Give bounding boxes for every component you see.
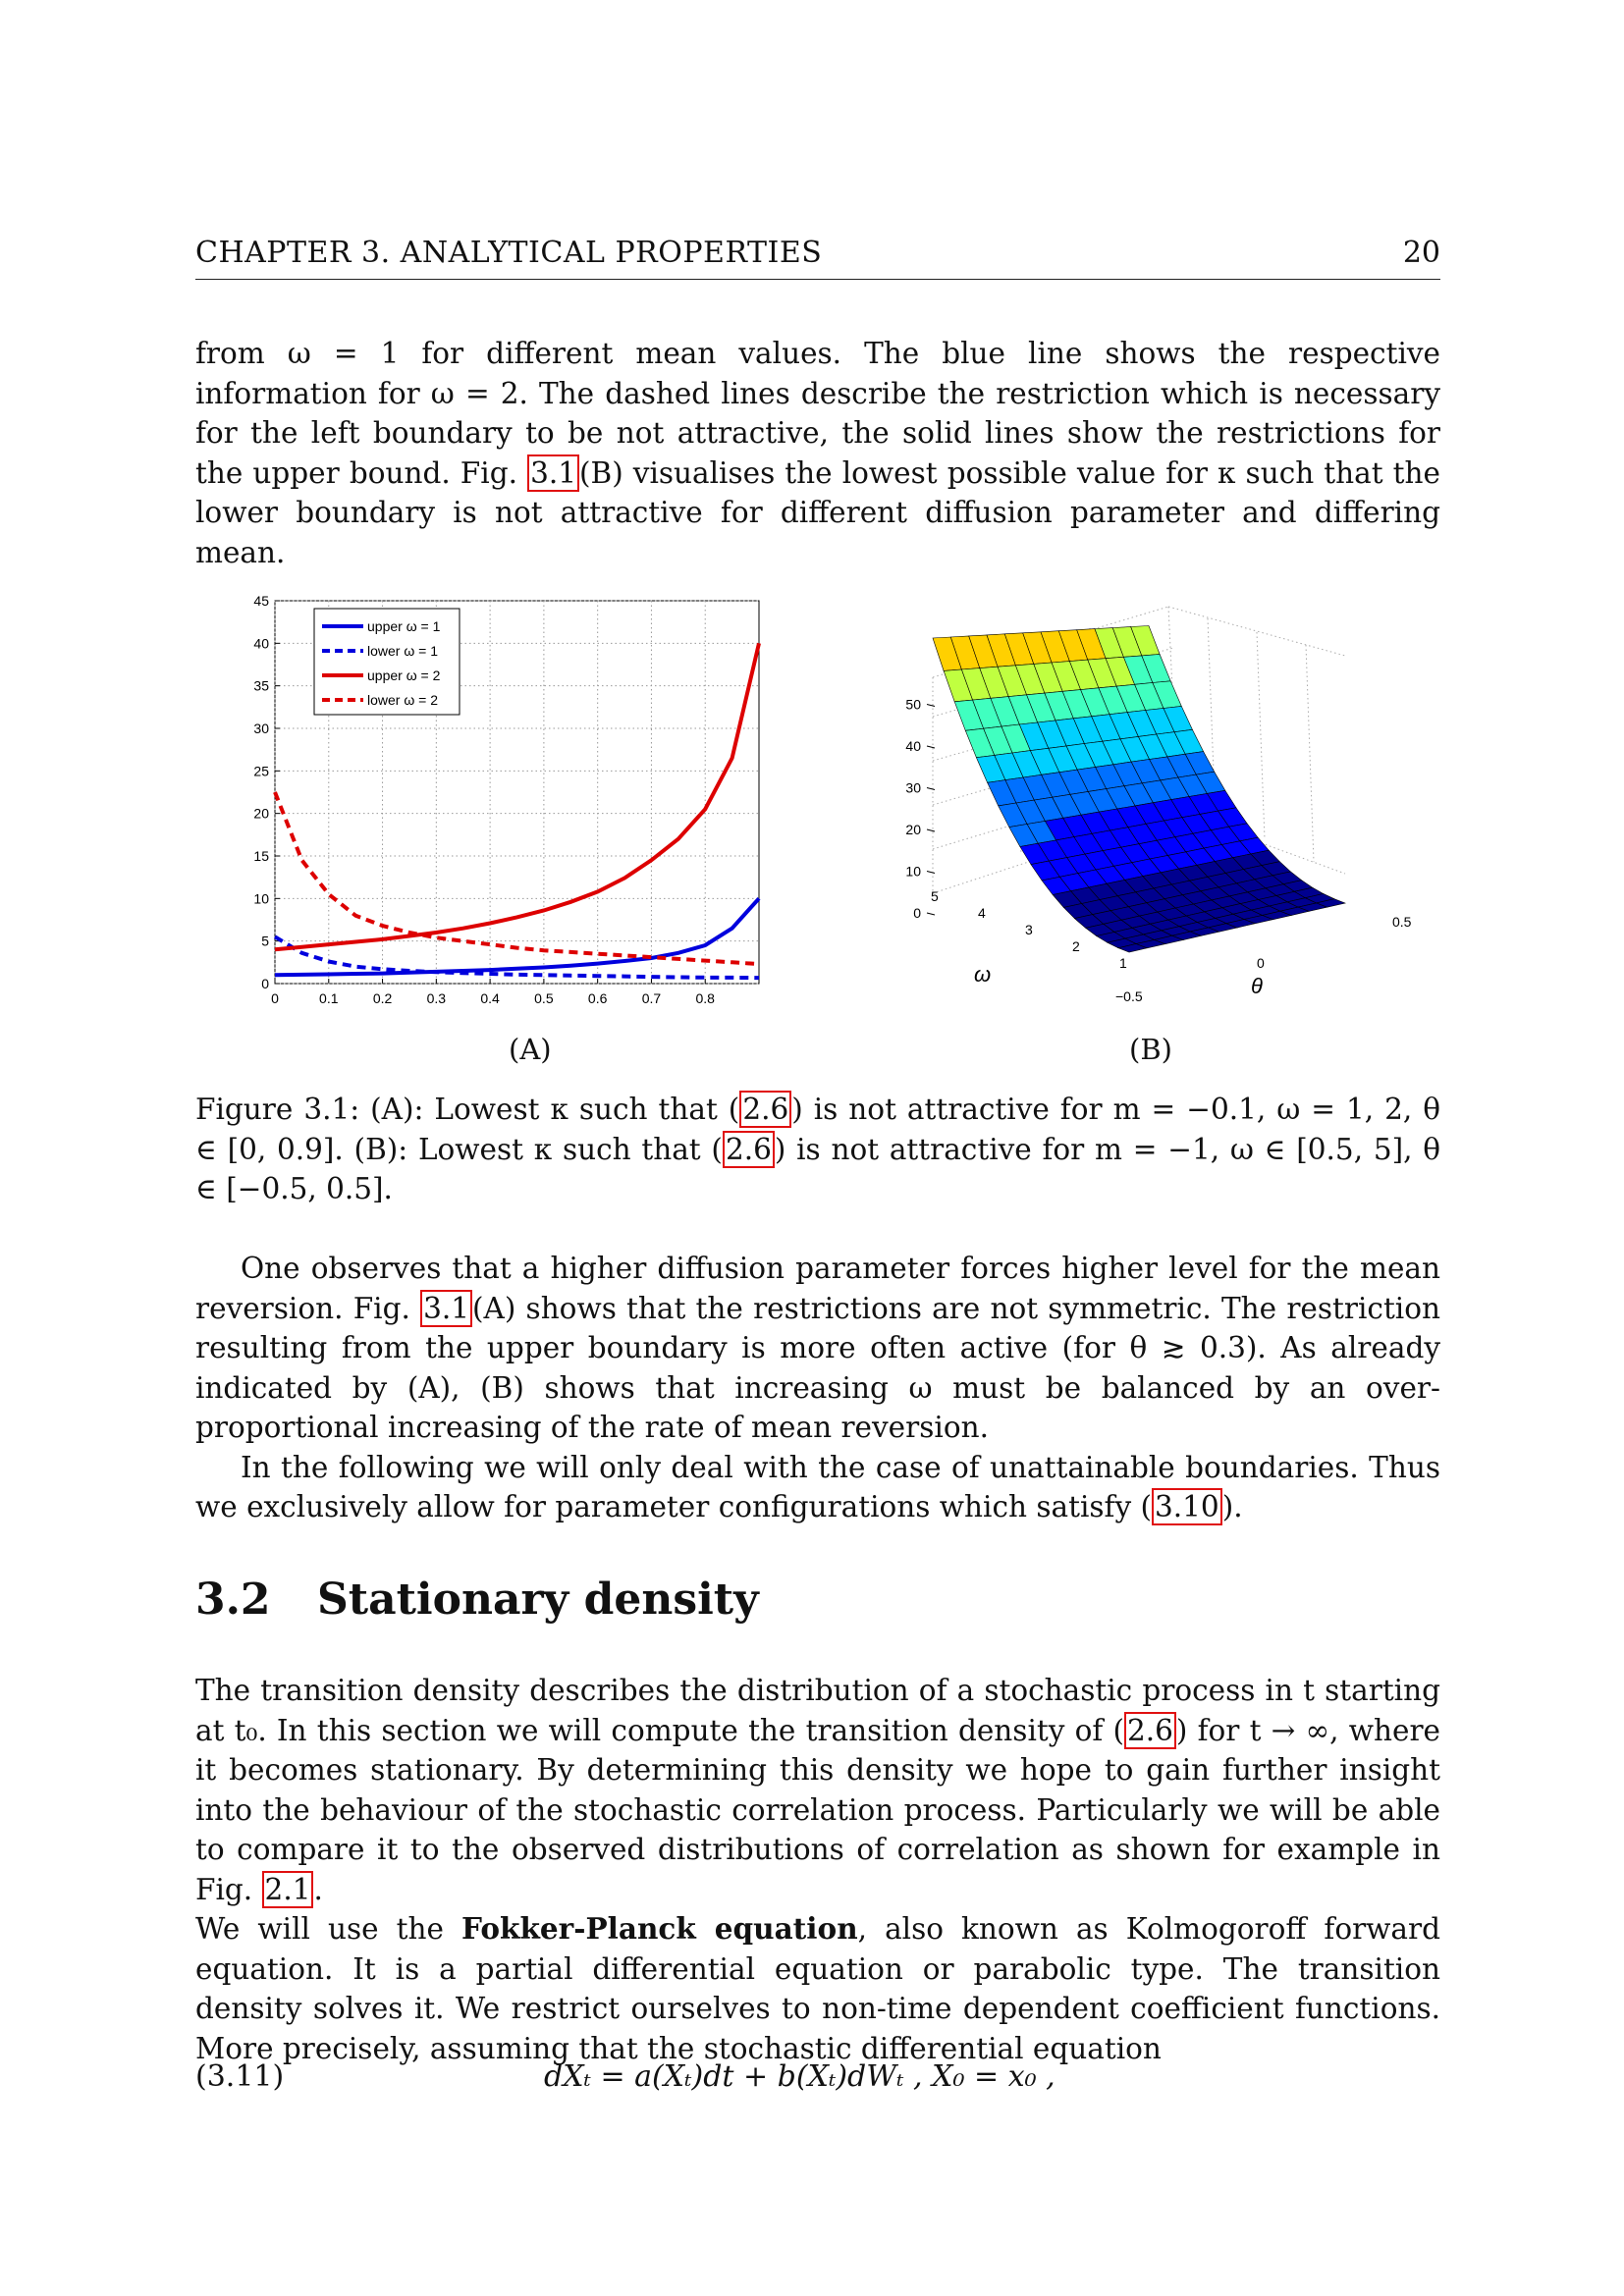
legend-entry: lower ω = 2 [367, 692, 439, 708]
z-tick [927, 913, 935, 915]
para5-text-2: , also known as Kolmogoroff forward equation. It is a partial differential equation or parabolic type. The transition density solves it. We restrict ourselves to non-time dependent coefficient functions. More precisely, assuming that the stochastic differential equation [195, 1912, 1441, 2065]
figure-a-label: (A) [509, 1033, 552, 1066]
y-tick-label: 35 [253, 677, 269, 694]
para2-text-1: One observes that a higher diffusion parameter forces higher level for the mean reversion. Fig. [195, 1252, 1440, 1325]
section-heading [195, 1575, 759, 1625]
paragraph-observation [195, 1249, 1440, 1448]
y-tick-label: 30 [253, 721, 269, 736]
chapter-title: CHAPTER 3. ANALYTICAL PROPERTIES [195, 236, 823, 270]
fokker-planck-term: Fokker-Planck equation [461, 1911, 858, 1946]
paragraph-unattainable [195, 1448, 1440, 1527]
para4-text-3: . [313, 1872, 323, 1906]
paragraph-transition-density [195, 1671, 1440, 1909]
para2-text-2: (A) shows that the restrictions are not symmetric. The restriction resulting from the upper boundary is more often active (for θ ≳ 0.3). As already indicated by (A), (B) shows that increasing ω must be balanced by an over-proportional increasing of the rate of mean reversion. [195, 1291, 1440, 1444]
z-tick-label: 20 [905, 822, 921, 837]
x-tick-label: 0.1 [319, 990, 339, 1006]
theta-tick-label: 0.5 [1392, 914, 1412, 930]
omega-tick-label: 3 [1025, 922, 1033, 937]
figure-b-surface [854, 589, 1434, 1021]
figure-b-label: (B) [1129, 1033, 1172, 1066]
omega-tick-label: 1 [1119, 955, 1127, 971]
section-number: 3.2 [195, 1575, 271, 1625]
section-paragraphs [195, 1671, 1440, 2068]
y-tick-label: 10 [253, 890, 269, 907]
equation-ref-link[interactable]: 3.10 [1152, 1488, 1222, 1525]
x-tick-label: 0.6 [587, 990, 608, 1006]
theta-tick-label: 0 [1257, 955, 1265, 971]
z-tick-label: 30 [905, 779, 921, 796]
z-tick-label: 40 [905, 738, 921, 754]
chart-b-plot-group [905, 607, 1411, 1004]
legend-entry: upper ω = 2 [367, 667, 441, 683]
figure-ref-link[interactable]: 3.1 [420, 1290, 472, 1327]
theta-axis-label: θ [1251, 974, 1263, 998]
para3-text-1: In the following we will only deal with the case of unattainable boundaries. Thus we exclusively allow for parameter configurations which satisfy ( [195, 1450, 1440, 1523]
surface-gridline [1168, 607, 1345, 656]
para4-text-2: ) for t → ∞, where it becomes stationary. By determining this density we hope to gain further insight into the behaviour of the stochastic correlation process. Particularly we will be able to compare it to the observed distributions of correlation as shown for example in Fig. [195, 1713, 1441, 1906]
intro-paragraph [195, 334, 1440, 572]
z-tick [927, 788, 935, 790]
equation-ref-link[interactable]: 2.6 [723, 1131, 775, 1168]
z-tick-label: 10 [905, 863, 921, 880]
x-tick-label: 0.7 [641, 990, 662, 1006]
para4-text-1: The transition density describes the distribution of a stochastic process in t starting at t₀. In this section we will compute the transition density of ( [195, 1674, 1440, 1747]
z-tick-label: 0 [913, 905, 921, 921]
x-tick-label: 0.3 [426, 990, 447, 1006]
para5-text-1: We will use the [195, 1912, 461, 1946]
legend-entry: lower ω = 1 [367, 643, 439, 659]
y-tick-label: 15 [253, 848, 269, 864]
y-tick-label: 25 [253, 763, 269, 779]
intro-text-1: from ω = 1 for different mean values. The blue line shows the respective information for ω = 2. The dashed lines describe the restriction which is necessary for the left boundary to be not attractive, the solid lines show the restrictions for the upper bound. Fig. [195, 337, 1440, 490]
x-tick-label: 0.8 [695, 990, 715, 1006]
z-tick [927, 872, 935, 874]
equation-ref-link[interactable]: 2.6 [739, 1091, 791, 1128]
y-tick-label: 40 [253, 635, 269, 652]
figure-caption [195, 1090, 1440, 1209]
z-tick [927, 705, 935, 707]
equation-body: dXₜ = a(Xₜ)dt + b(Xₜ)dWₜ , X₀ = x₀ , [544, 2059, 1056, 2094]
y-tick-label: 45 [253, 593, 269, 609]
surface-gridline [1257, 632, 1265, 839]
x-tick-label: 0.4 [480, 990, 500, 1006]
running-header [195, 236, 1440, 280]
y-tick-label: 20 [253, 805, 269, 822]
figure-ref-link[interactable]: 3.1 [527, 454, 579, 492]
caption-text-2: ) is not attractive for m = −0.1, ω = 1, 2, θ ∈ [0, 0.9]. (B): Lowest κ such that ( [195, 1093, 1441, 1166]
surface-gridline [1306, 645, 1314, 862]
theta-tick-label: −0.5 [1115, 988, 1143, 1004]
para3-text-2: ). [1221, 1490, 1243, 1523]
body-paragraphs [195, 1249, 1440, 1527]
omega-tick-label: 2 [1072, 938, 1080, 954]
omega-tick-label: 5 [931, 888, 939, 904]
legend-entry: upper ω = 1 [367, 618, 441, 634]
paragraph-fokker-planck [195, 1909, 1440, 2068]
caption-text-1: Figure 3.1: (A): Lowest κ such that ( [195, 1093, 740, 1126]
page-number: 20 [1402, 236, 1440, 270]
x-tick-label: 0.2 [372, 990, 393, 1006]
z-tick-label: 50 [905, 696, 921, 713]
omega-axis-label: ω [974, 962, 992, 987]
x-tick-label: 0 [271, 990, 279, 1006]
z-tick [927, 746, 935, 748]
section-title: Stationary density [317, 1575, 759, 1625]
intro-text-2: (B) visualises the lowest possible value for κ such that the lower boundary is not attractive for different diffusion parameter and differing mean. [195, 455, 1440, 569]
z-tick [927, 829, 935, 831]
caption-text-3: ) is not attractive for m = −1, ω ∈ [0.5, 5], θ ∈ [−0.5, 0.5]. [195, 1132, 1440, 1205]
equation-label: (3.11) [195, 2059, 285, 2094]
x-tick-label: 0.5 [534, 990, 554, 1006]
y-tick-label: 5 [261, 933, 269, 949]
equation-ref-link[interactable]: 2.6 [1124, 1712, 1176, 1749]
chart-a-plot-group [253, 593, 759, 1006]
figure-a-chart [236, 589, 785, 1021]
omega-tick-label: 4 [978, 905, 986, 921]
y-tick-label: 0 [261, 976, 269, 991]
figure-ref-link[interactable]: 2.1 [262, 1871, 314, 1908]
